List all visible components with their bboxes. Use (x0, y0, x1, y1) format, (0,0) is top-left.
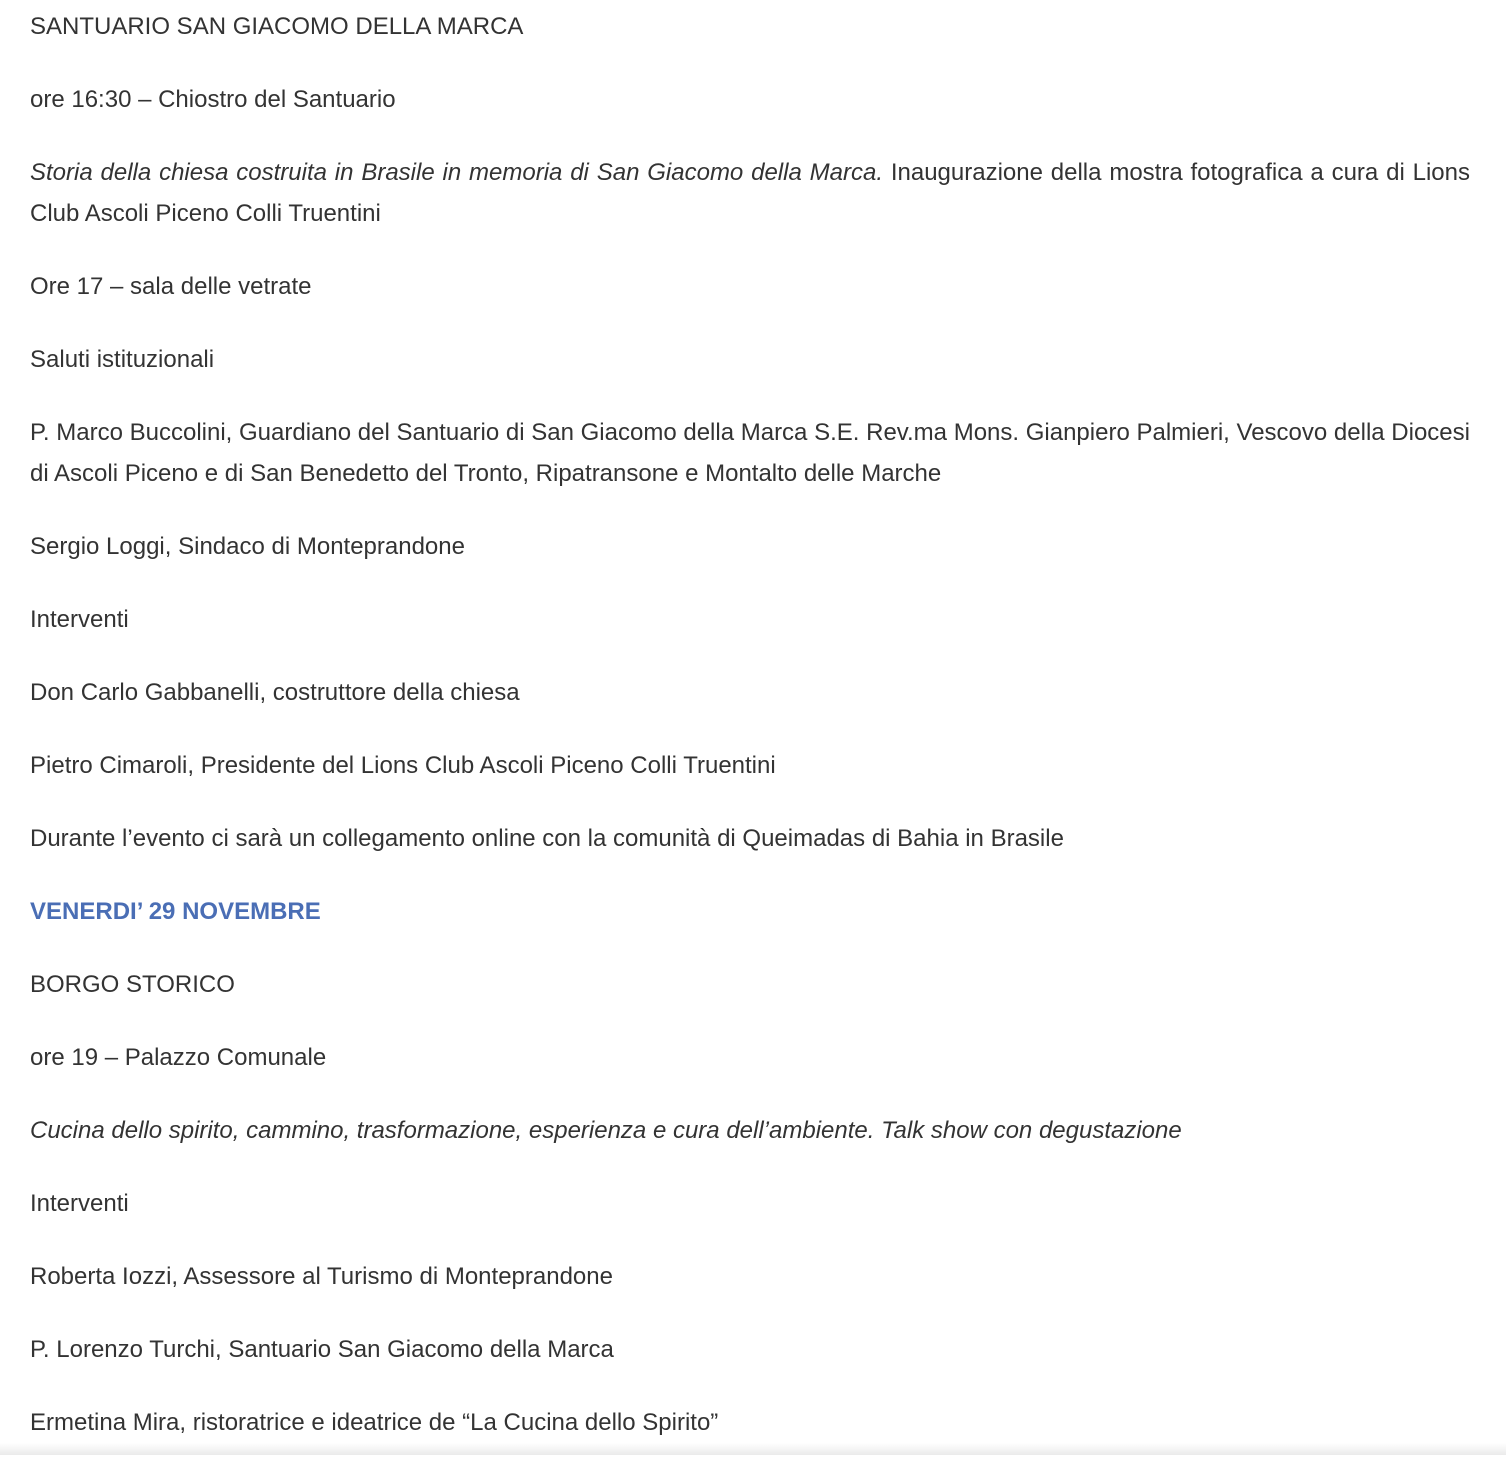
speaker-line: Ermetina Mira, ristoratrice e ideatrice de “La Cucina dello Spirito” (30, 1409, 719, 1436)
event-time: ore 16:30 – Chiostro del Santuario (30, 86, 396, 113)
event-time: ore 19 – Palazzo Comunale (30, 1044, 327, 1071)
speaker-line: Roberta Iozzi, Assessore al Turismo di Monteprandone (30, 1263, 613, 1290)
talkshow-paragraph (30, 1110, 1470, 1151)
venue-heading: BORGO STORICO (30, 971, 235, 998)
article-body (30, 6, 1470, 1475)
speaker-line: Sergio Loggi, Sindaco di Monteprandone (30, 533, 465, 560)
speaker-line: P. Marco Buccolini, Guardiano del Santuario di San Giacomo della Marca S.E. Rev.ma Mons. Gianpiero Palmieri, Vescovo della Diocesi di Ascoli Piceno e di San Benedetto del Tronto, Ripatransone e Montalto delle Marche (30, 419, 1470, 487)
speaker-line: P. Lorenzo Turchi, Santuario San Giacomo della Marca (30, 1336, 614, 1363)
exhibit-text: Inaugurazione della mostra fotografica a cura di Lions Club Ascoli Piceno Colli Truentini (30, 159, 1470, 227)
venue-heading: SANTUARIO SAN GIACOMO DELLA MARCA (30, 13, 524, 40)
section-label: Saluti istituzionali (30, 346, 215, 373)
exhibit-paragraph (30, 152, 1470, 234)
exhibit-title: Storia della chiesa costruita in Brasile in memoria di San Giacomo della Marca. (30, 159, 883, 186)
section-label: Interventi (30, 606, 129, 633)
speaker-line: Don Carlo Gabbanelli, costruttore della chiesa (30, 679, 520, 706)
talkshow-title: Cucina dello spirito, cammino, trasformazione, esperienza e cura dell’ambiente. Talk show con degustazione (30, 1117, 1182, 1144)
event-time: Ore 17 – sala delle vetrate (30, 273, 312, 300)
online-note: Durante l’evento ci sarà un collegamento online con la comunità di Queimadas di Bahia in Brasile (30, 825, 1064, 852)
section-label: Interventi (30, 1190, 129, 1217)
date-heading: VENERDI’ 29 NOVEMBRE (30, 898, 321, 925)
speaker-line: Pietro Cimaroli, Presidente del Lions Club Ascoli Piceno Colli Truentini (30, 752, 776, 779)
